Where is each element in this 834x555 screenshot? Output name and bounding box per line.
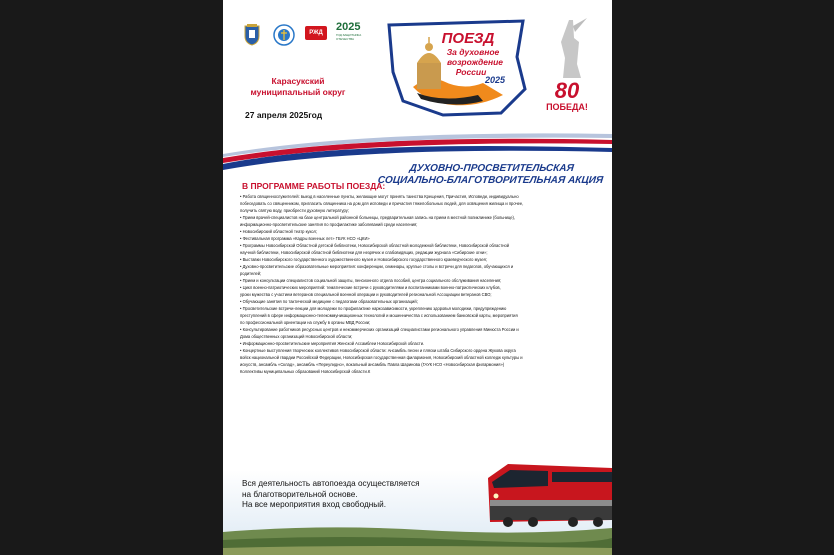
victory-number: 80 [554,78,580,103]
list-item: по профессиональной ориентации на службу в органы МВД России; [240,320,371,325]
list-item: научной библиотеки, Новосибирской областной библиотеки для незрячих и слабовидящих, редакции журнала «Сибирские огни»; [240,250,488,255]
list-item: • Консультирование работников ресурсных центров и некоммерческих организаций специалистами регионального управления Минюста России и [240,327,519,332]
list-item: • Программы Новосибирской Областной детской библиотеки, Новосибирской областной молодежной библиотеки, Новосибирской областной [240,243,510,248]
year-logo-subtitle: ГОД ЗАЩИТНИКА ОТЕЧЕСТВА [336,33,362,41]
footer-text [242,479,452,511]
list-item: • Просветительские встречи-лекции для молодежи по профилактике наркозависимости, укреплению здоровья молодежи, предупреждению [240,306,507,311]
poster [223,0,612,555]
list-item: • Прием и консультации специалистов социальной защиты, пенсионного отдела пособий, центра социального обслуживания населения; [240,278,502,283]
rzd-logo: РЖД [305,26,327,40]
action-title: ДУХОВНО-ПРОСВЕТИТЕЛЬСКАЯ СОЦИАЛЬНО-БЛАГОТВОРИТЕЛЬНАЯ АКЦИЯ [377,163,604,186]
list-item: преступлений в сфере информационно-телекоммуникационных технологий и мошенничества с использованием банковской карты, мероприятия [240,313,518,318]
list-item: побеседовать со священником, пригласить священника на дом для исповеди и причастия тяжелобольных людей, для освящения жилища и прочее, [240,201,524,206]
list-item: • Прием врачей-специалистов на базе центральной районной больницы, предварительная запись на прием в местной поликлинике (больнице), [240,215,516,220]
train-of-revival-logo [383,17,528,117]
year-logo-year: 2025 [336,21,361,33]
victory-word: ПОБЕДА! [546,102,588,112]
list-item: Коллективы муниципальных образований Новосибирской области.К [240,369,371,374]
victory-80-logo [543,18,598,118]
list-item: • Цикл военно-патриотических мероприятий: тематические встречи с руководителями и воспитанниками военно-патриотических клубов, [240,285,501,290]
list-item: • Работа священнослужителей: выезд в населенные пункты, желающие могут принять таинства Крещения, Причастия, Исповеди, индивидуально [240,194,519,199]
district-name: Карасукский муниципальный округ [250,76,346,97]
train-logo-year: 2025 [484,75,506,85]
train-logo-line4: России [455,67,487,77]
list-item: Дома общественных организаций Новосибирской области; [240,334,353,339]
list-item: • Новосибирский областной театр кукол; [240,229,318,234]
list-item: войск национальной гвардии Российской Федерации, Новосибирская государственная филармония, Новосибирский областной колледж культуры и [240,355,523,360]
list-item: • Выставки Новосибирского государственного художественного музея и Новосибирского государственного краеведческого музея; [240,257,487,262]
footer-line-2: на благотворительной основе. [242,489,358,499]
list-item: • Информационно-просветительские мероприятия Женской Ассамблеи Новосибирской области. [240,341,425,346]
list-item: информационно-просветительские занятия по профилактике заболеваний среди населения; [240,222,418,227]
train-logo-line3: возрождение [446,57,504,67]
list-item: получить святую воду, приобрести духовную литературу; [240,208,349,213]
footer-line-3: На все мероприятия вход свободный. [242,500,387,509]
list-item: искусств, ансамбль «Склад», ансамбль «Переулидно», вокальный ансамбль Павла Шаринова (ГАУК НСО «Новосибирская филармония») [240,362,505,367]
list-item: родителей; [240,271,262,276]
list-item: • Обучающие занятия по тактической медицине с педагогами образовательных организаций; [240,299,418,304]
list-item: • Концертные выступления творческих коллективов Новосибирской области: Ансамбль песни и пляски штаба Сибирского ордена Жукова округа [240,348,516,353]
train-logo-line2: За духовное [446,47,500,57]
footer-line-1: Вся деятельность автопоезда осуществляется [242,479,420,488]
program-items-list [240,193,606,375]
program-title: В ПРОГРАММЕ РАБОТЫ ПОЕЗДА: [242,181,386,191]
diocese-emblem-icon [273,24,295,46]
list-item: уроки мужества с участием ветеранов специальной военной операции и руководителей региональной Ассоциации ветеранов СВО; [240,292,492,297]
locomotive-image [478,442,612,532]
train-logo-line1: ПОЕЗД [441,30,495,47]
list-item: • Фестивальная программа «Кадры военных лет» ГБУК НСО «ЦКИ» [240,236,370,241]
coat-of-arms-icon [243,24,261,46]
list-item: • Духовно-просветительские образовательные мероприятия: конференции, семинары, круглые столы и встречи для педагогов, обучающихся и [240,264,514,269]
event-date: 27 апреля 2025год [245,110,323,120]
year-of-defender-logo [336,22,370,41]
